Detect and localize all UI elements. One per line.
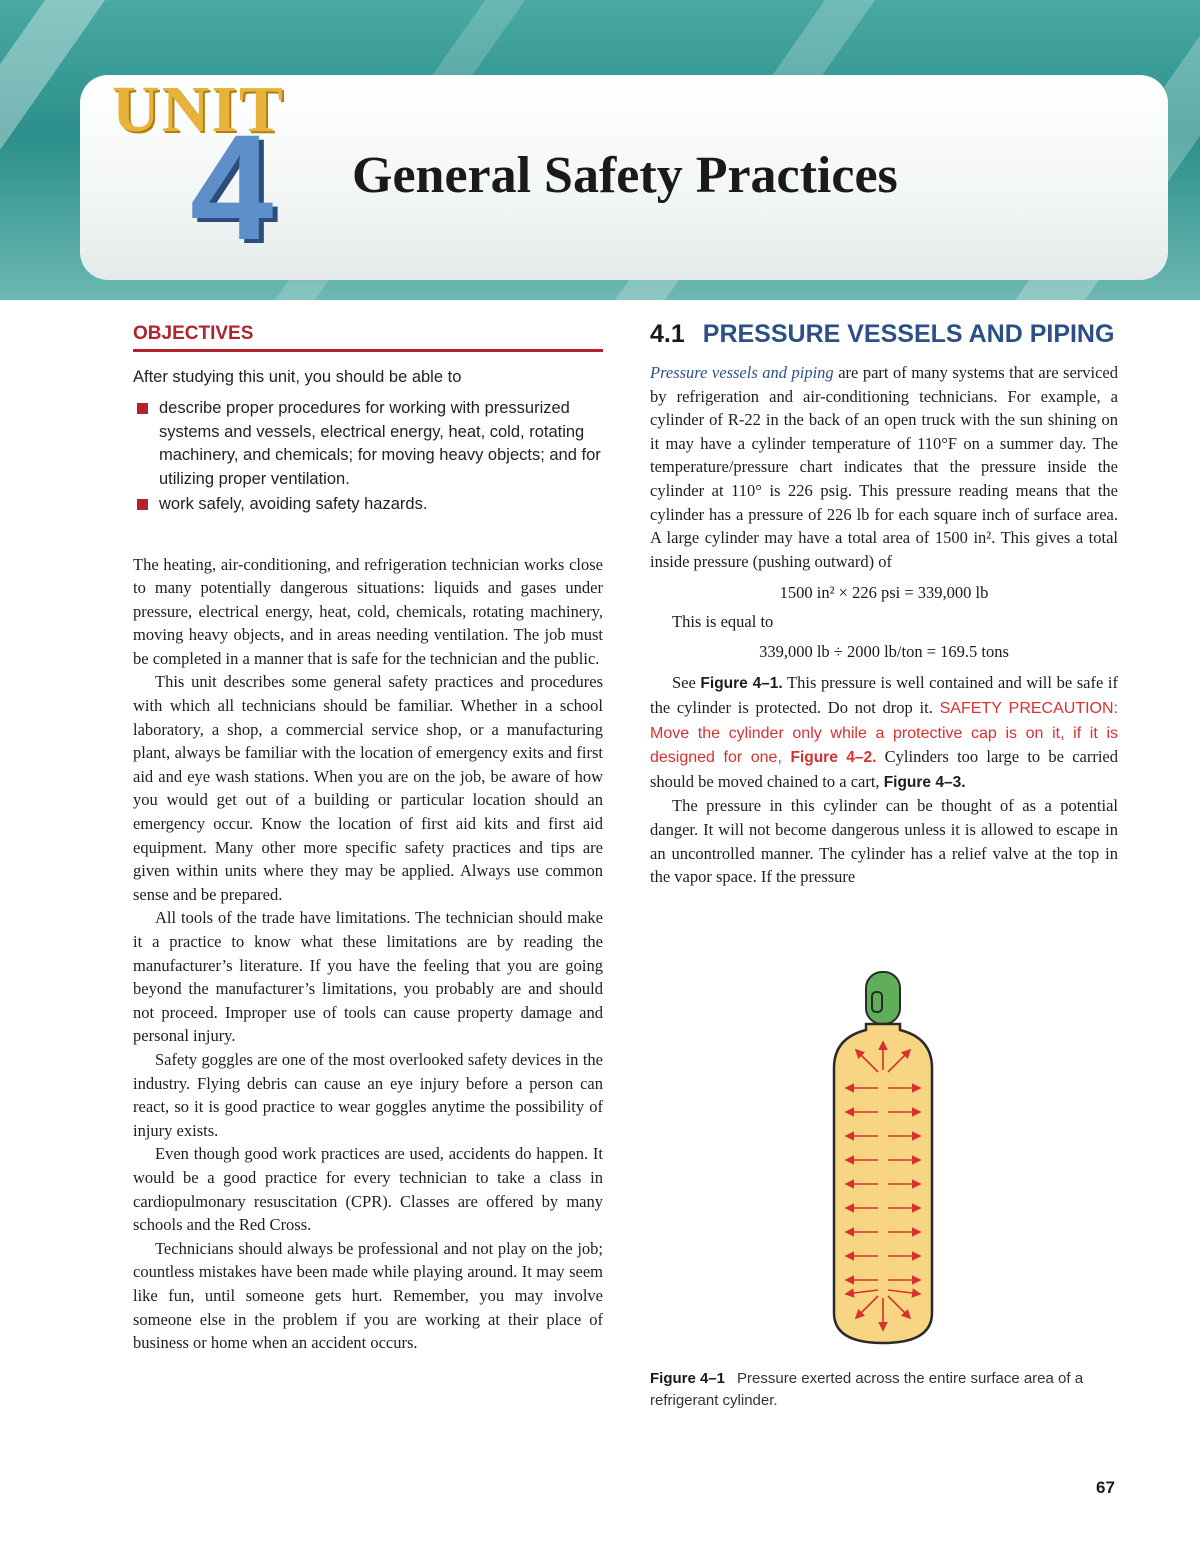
figure-reference[interactable]: Figure 4–1.: [700, 675, 783, 693]
bullet-icon: [137, 403, 148, 414]
objective-text: describe proper procedures for working with pressurized systems and vessels, electrical energy, heat, cold, rotating machinery, and chemicals; for moving heavy objects; and for utilizing proper ventilation.: [159, 399, 601, 488]
section-title: PRESSURE VESSELS AND PIPING: [702, 320, 1115, 348]
body-paragraph: [650, 361, 1118, 573]
cylinder-figure: [832, 968, 934, 1348]
key-term: Pressure vessels and piping: [650, 363, 834, 382]
body-paragraph: [650, 671, 1118, 794]
right-column: [650, 320, 1118, 889]
figure-reference[interactable]: Figure 4–3.: [883, 773, 966, 791]
list-item: [133, 397, 603, 491]
unit-label: UNIT: [112, 73, 286, 146]
section-heading: [650, 320, 1118, 349]
paragraph-text: See: [672, 673, 701, 693]
section-number: 4.1: [650, 320, 685, 348]
body-paragraph: Technicians should always be professional and not play on the job; countless mistakes have been made while playing around. It may seem like fun, until someone gets hurt. Remember, you may involve someone else in the problem if you are working at their place of business or home when an accident occurs.: [133, 1238, 603, 1353]
body-paragraph: The pressure in this cylinder can be thought of as a potential danger. It will not become dangerous unless it is allowed to escape in an uncontrolled manner. The cylinder has a relief valve at the top in the vapor space. If the pressure: [650, 796, 1118, 887]
paragraph-text: are part of many systems that are serviced by refrigeration and air-conditioning technicians. For example, a cylinder of R-22 in the back of an open truck with the sun shining on it may have a cylinder temperature of 110°F on a summer day. The temperature/pressure chart indicates that the pressure inside the cylinder at 110° is 226 psig. This pressure reading means that the cylinder has a pressure of 226 lb for each square inch of surface area. A large cylinder may have a total area of 1500 in². This gives a total inside pressure (pushing outward) of: [650, 363, 1118, 571]
safety-precaution: SAFETY PRECAUTION: Move the cylinder only while a protective cap is on it, if it is designed for one,: [650, 699, 1118, 767]
list-item: [133, 493, 603, 517]
equation: 1500 in² × 226 psi = 339,000 lb: [779, 583, 989, 603]
figure-label: Figure 4–1: [650, 1370, 726, 1387]
body-paragraph: All tools of the trade have limitations. The technician should make it a practice to know what these limitations are by reading the manufacturer’s literature. If you have the feeling that you are going beyond the manufacturer’s limitations, you probably are and should not proceed. Improper use of tools can cause property damage and personal injury.: [133, 908, 603, 1046]
page-number: 67: [1096, 1478, 1115, 1497]
paragraph-text: This pressure is well contained and will be safe if the cylinder is protected. Do not drop it.: [650, 673, 1118, 717]
equation-note: This is equal to: [672, 612, 774, 632]
body-paragraph: The heating, air-conditioning, and refrigeration technician works close to many potentially dangerous situations: liquids and gases under pressure, electrical energy, heat, cold, chemicals, rotating machinery, moving heavy objects, and in areas needing ventilation. The job must be completed in a manner that is safe for the technician and the public.: [133, 554, 603, 668]
body-paragraph: Even though good work practices are used, accidents do happen. It would be a good practice for every technician to take a class in cardiopulmonary resuscitation (CPR). Classes are offered by many schools and the Red Cross.: [133, 1144, 603, 1235]
body-paragraph: This unit describes some general safety practices and procedures with which all technicians should be familiar. Whether in a school laboratory, a shop, a commercial service shop, or a manufacturing plant, always be familiar with the location of emergency exits and first aid and eye wash stations. When you are on the job, be aware of how you would get out of a building or particular location should an emergency occur. Know the location of first aid kits and first aid equipment. Many other more specific safety practices and tips are given within units where they may be applied. Always use common sense and be prepared.: [133, 672, 603, 904]
body-paragraph: Safety goggles are one of the most overlooked safety devices in the industry. Flying debris can cause an eye injury before a person can react, so it is good practice to wear goggles anytime the possibility of injury exists.: [133, 1049, 603, 1140]
objectives-intro: After studying this unit, you should be able to: [133, 368, 462, 386]
equation: 339,000 lb ÷ 2000 lb/ton = 169.5 tons: [759, 642, 1009, 662]
paragraph-text: Cylinders too large to be carried should be moved chained to a cart,: [650, 747, 1119, 791]
unit-number: 4: [190, 103, 274, 271]
left-column: [133, 320, 603, 1355]
cylinder-illustration: [832, 968, 934, 1348]
figure-caption: [650, 1368, 1100, 1412]
figure-reference[interactable]: Figure 4–2.: [790, 749, 877, 767]
page-title: General Safety Practices: [352, 147, 898, 204]
caption-text: Pressure exerted across the entire surface area of a refrigerant cylinder.: [650, 1370, 1084, 1409]
objective-text: work safely, avoiding safety hazards.: [159, 495, 428, 513]
objectives-heading: OBJECTIVES: [133, 323, 603, 352]
bullet-icon: [137, 499, 148, 510]
objectives-list: [133, 397, 603, 517]
